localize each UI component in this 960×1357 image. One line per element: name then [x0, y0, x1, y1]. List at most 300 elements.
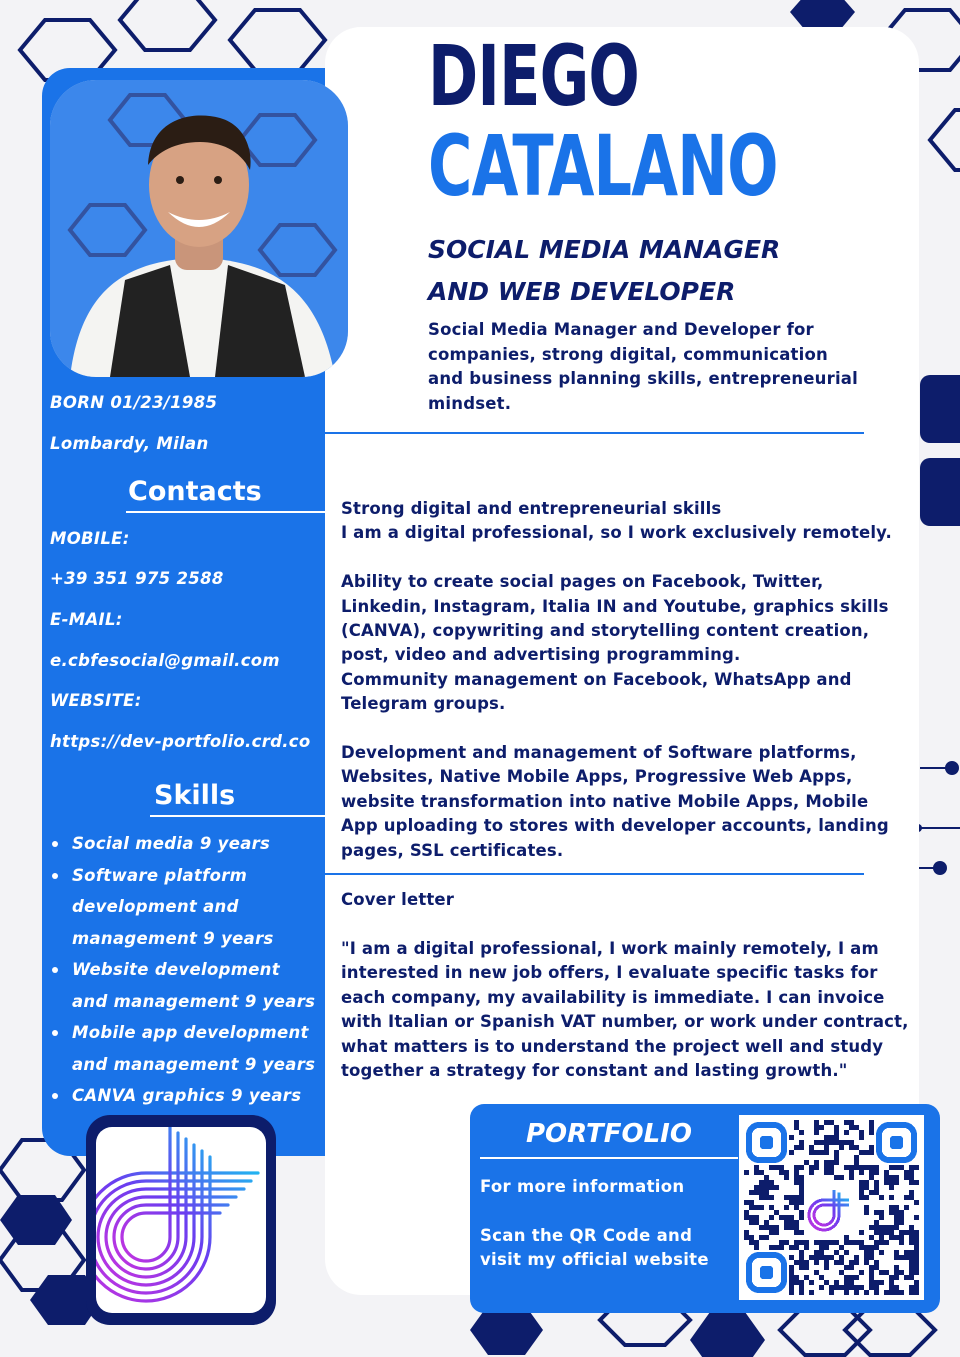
qr-module [869, 1150, 874, 1155]
qr-module [844, 1285, 849, 1290]
qr-module [914, 1180, 919, 1185]
qr-module [829, 1165, 834, 1170]
qr-module [824, 1150, 829, 1155]
qr-module [829, 1285, 834, 1290]
qr-module [894, 1225, 899, 1230]
qr-module [804, 1265, 809, 1270]
qr-module [769, 1215, 774, 1220]
qr-module [789, 1200, 794, 1205]
qr-module [844, 1250, 849, 1255]
qr-module [799, 1185, 804, 1190]
qr-code[interactable] [739, 1115, 924, 1300]
qr-module [809, 1170, 814, 1175]
qr-module [794, 1220, 799, 1225]
qr-module [854, 1160, 859, 1165]
skill-item: Website development and management 9 years [50, 954, 320, 1017]
qr-module [834, 1155, 839, 1160]
qr-module [869, 1170, 874, 1175]
qr-module [789, 1265, 794, 1270]
qr-module [864, 1250, 869, 1255]
qr-module [799, 1230, 804, 1235]
qr-module [784, 1175, 789, 1180]
qr-module [749, 1215, 754, 1220]
qr-module [814, 1140, 819, 1145]
qr-module [894, 1275, 899, 1280]
qr-module [854, 1145, 859, 1150]
mobile-number[interactable]: +39 351 975 2588 [50, 569, 224, 588]
qr-module [784, 1205, 789, 1210]
contacts-title: Contacts [128, 476, 262, 507]
qr-module [904, 1255, 909, 1260]
qr-module [834, 1150, 839, 1155]
qr-module [789, 1195, 794, 1200]
qr-module [889, 1180, 894, 1185]
qr-module [754, 1185, 759, 1190]
qr-module [824, 1160, 829, 1165]
qr-module [914, 1270, 919, 1275]
qr-module [824, 1140, 829, 1145]
qr-module [874, 1190, 879, 1195]
qr-module [854, 1255, 859, 1260]
qr-module [799, 1200, 804, 1205]
skill-item: Software platform development and management 9 years [50, 860, 320, 955]
qr-module [819, 1245, 824, 1250]
qr-module [749, 1205, 754, 1210]
qr-module [784, 1240, 789, 1245]
qr-module [779, 1165, 784, 1170]
qr-module [859, 1130, 864, 1135]
qr-module [899, 1210, 904, 1215]
qr-module [864, 1245, 869, 1250]
qr-module [839, 1140, 844, 1145]
qr-module [799, 1175, 804, 1180]
qr-module [909, 1165, 914, 1170]
qr-module [754, 1215, 759, 1220]
qr-module [914, 1245, 919, 1250]
qr-module [839, 1285, 844, 1290]
qr-module [789, 1290, 794, 1295]
qr-module [814, 1160, 819, 1165]
qr-module [774, 1210, 779, 1215]
portfolio-title: PORTFOLIO [526, 1119, 692, 1149]
qr-module [869, 1285, 874, 1290]
qr-module [829, 1290, 834, 1295]
qr-module [754, 1205, 759, 1210]
qr-module [909, 1265, 914, 1270]
qr-module [909, 1240, 914, 1245]
qr-module [889, 1230, 894, 1235]
qr-module [914, 1240, 919, 1245]
qr-module [799, 1215, 804, 1220]
qr-module [824, 1120, 829, 1125]
qr-module [759, 1185, 764, 1190]
qr-module [769, 1180, 774, 1185]
skills-divider [150, 815, 325, 817]
qr-module [799, 1195, 804, 1200]
qr-module [909, 1190, 914, 1195]
qr-module [914, 1280, 919, 1285]
qr-module [869, 1145, 874, 1150]
qr-module [834, 1280, 839, 1285]
qr-module [914, 1230, 919, 1235]
qr-module [744, 1170, 749, 1175]
qr-module [744, 1210, 749, 1215]
qr-module [909, 1260, 914, 1265]
qr-module [899, 1290, 904, 1295]
qr-module [849, 1170, 854, 1175]
qr-module [799, 1250, 804, 1255]
qr-module [849, 1265, 854, 1270]
qr-module [914, 1265, 919, 1270]
qr-module [754, 1245, 759, 1250]
qr-module [799, 1260, 804, 1265]
qr-module [839, 1260, 844, 1265]
qr-module [854, 1125, 859, 1130]
qr-module [854, 1155, 859, 1160]
qr-module [894, 1250, 899, 1255]
qr-module [899, 1215, 904, 1220]
qr-module [904, 1250, 909, 1255]
qr-module [859, 1230, 864, 1235]
qr-module [859, 1240, 864, 1245]
profile-photo [50, 80, 348, 377]
qr-module [819, 1255, 824, 1260]
qr-module [839, 1175, 844, 1180]
qr-module [849, 1120, 854, 1125]
qr-module [869, 1125, 874, 1130]
qr-module [874, 1185, 879, 1190]
qr-module [824, 1135, 829, 1140]
qr-module [789, 1270, 794, 1275]
qr-module [894, 1285, 899, 1290]
qr-module [809, 1280, 814, 1285]
qr-module [824, 1265, 829, 1270]
email-label: E-MAIL: [50, 610, 123, 629]
qr-module [844, 1130, 849, 1135]
email-link[interactable]: e.cbfesocial@gmail.com [50, 651, 280, 670]
experience-paragraph: Strong digital and entrepreneurial skills I am a digital professional, so I work exclusively remotely. Ability to create social pages on Facebook, Twitter, Linkedin, Instagram, Italia IN and Youtube, graphics skills (CANVA), copywriting and storytelling content creation, post, video and advertising programming. Community management on Facebook, WhatsApp and Telegram groups. Development and management of Software platforms, Websites, Native Mobile Apps, Progressive Web Apps, website transformation into native Mobile Apps, Mobile App uploading to stores with developer accounts, landing pages, SSL certificates. [341, 499, 892, 860]
qr-module [764, 1185, 769, 1190]
qr-module [854, 1240, 859, 1245]
qr-module [909, 1290, 914, 1295]
qr-module [874, 1280, 879, 1285]
qr-module [869, 1165, 874, 1170]
qr-module [864, 1205, 869, 1210]
website-label: WEBSITE: [50, 691, 142, 710]
qr-module [794, 1260, 799, 1265]
qr-module [909, 1270, 914, 1275]
qr-module [784, 1220, 789, 1225]
qr-module [759, 1195, 764, 1200]
qr-module [819, 1250, 824, 1255]
qr-module [844, 1290, 849, 1295]
qr-module [799, 1210, 804, 1215]
qr-module [774, 1165, 779, 1170]
qr-module [784, 1225, 789, 1230]
qr-module [809, 1150, 814, 1155]
qr-module [874, 1230, 879, 1235]
qr-module [834, 1160, 839, 1165]
qr-module [784, 1195, 789, 1200]
qr-module [854, 1260, 859, 1265]
qr-module [889, 1195, 894, 1200]
qr-module [804, 1275, 809, 1280]
qr-module [864, 1150, 869, 1155]
qr-module [794, 1165, 799, 1170]
qr-module [799, 1190, 804, 1195]
qr-module [799, 1285, 804, 1290]
qr-module [879, 1230, 884, 1235]
qr-module [889, 1175, 894, 1180]
qr-module [899, 1240, 904, 1245]
qr-module [834, 1260, 839, 1265]
qr-module [894, 1180, 899, 1185]
qr-module [799, 1265, 804, 1270]
qr-module [839, 1245, 844, 1250]
qr-module [884, 1240, 889, 1245]
qr-module [909, 1250, 914, 1255]
qr-module [779, 1215, 784, 1220]
qr-module [754, 1220, 759, 1225]
qr-module [784, 1215, 789, 1220]
qr-module [899, 1270, 904, 1275]
qr-module [814, 1240, 819, 1245]
qr-module [834, 1125, 839, 1130]
qr-module [859, 1245, 864, 1250]
skill-item: CANVA graphics 9 years [50, 1080, 320, 1112]
section-divider [325, 873, 864, 875]
profile-summary: Social Media Manager and Developer for companies, strong digital, communication and business planning skills, entrepreneurial mindset. [428, 320, 858, 413]
qr-module [844, 1275, 849, 1280]
qr-module [899, 1165, 904, 1170]
qr-module [814, 1250, 819, 1255]
qr-module [774, 1185, 779, 1190]
qr-module [754, 1190, 759, 1195]
qr-module [859, 1190, 864, 1195]
qr-module [779, 1170, 784, 1175]
qr-module [764, 1235, 769, 1240]
qr-module [844, 1165, 849, 1170]
qr-module [904, 1170, 909, 1175]
qr-module [849, 1145, 854, 1150]
qr-module [849, 1260, 854, 1265]
qr-module [904, 1195, 909, 1200]
qr-module [879, 1195, 884, 1200]
qr-module [769, 1205, 774, 1210]
qr-module [909, 1195, 914, 1200]
qr-code-icon [739, 1115, 924, 1300]
qr-module [894, 1255, 899, 1260]
qr-module [864, 1255, 869, 1260]
qr-module [879, 1235, 884, 1240]
qr-module [879, 1250, 884, 1255]
qr-module [814, 1150, 819, 1155]
qr-module [819, 1140, 824, 1145]
qr-module [909, 1230, 914, 1235]
skill-item: Social media 9 years [50, 828, 320, 860]
qr-module [869, 1270, 874, 1275]
qr-module [914, 1290, 919, 1295]
qr-module [789, 1245, 794, 1250]
portfolio-info: For more information [480, 1177, 685, 1196]
qr-module [894, 1165, 899, 1170]
qr-module [799, 1165, 804, 1170]
qr-module [804, 1260, 809, 1265]
qr-module [834, 1130, 839, 1135]
qr-module [814, 1165, 819, 1170]
qr-module [894, 1215, 899, 1220]
qr-module [829, 1255, 834, 1260]
qr-module [874, 1210, 879, 1215]
qr-module [774, 1230, 779, 1235]
qr-module [859, 1195, 864, 1200]
qr-module [869, 1245, 874, 1250]
qr-module [869, 1175, 874, 1180]
qr-module [844, 1240, 849, 1245]
qr-module [889, 1280, 894, 1285]
brand-logo [86, 1115, 276, 1325]
qr-module [784, 1170, 789, 1175]
qr-module [909, 1170, 914, 1175]
qr-module [869, 1275, 874, 1280]
qr-module [759, 1205, 764, 1210]
qr-module [804, 1245, 809, 1250]
qr-module [824, 1255, 829, 1260]
first-name: DIEGO [428, 27, 639, 125]
qr-module [889, 1285, 894, 1290]
qr-module [834, 1240, 839, 1245]
qr-module [844, 1120, 849, 1125]
qr-module [899, 1220, 904, 1225]
qr-module [869, 1190, 874, 1195]
website-link[interactable]: https://dev-portfolio.crd.co [50, 732, 311, 751]
qr-module [874, 1245, 879, 1250]
qr-module [874, 1240, 879, 1245]
qr-module [874, 1290, 879, 1295]
qr-module [799, 1255, 804, 1260]
qr-module [834, 1250, 839, 1255]
qr-module [884, 1270, 889, 1275]
qr-module [849, 1275, 854, 1280]
qr-module [849, 1240, 854, 1245]
qr-module [804, 1240, 809, 1245]
qr-module [769, 1245, 774, 1250]
qr-module [894, 1210, 899, 1215]
qr-module [829, 1135, 834, 1140]
qr-module [859, 1180, 864, 1185]
qr-module [819, 1285, 824, 1290]
qr-module [844, 1265, 849, 1270]
qr-module [874, 1170, 879, 1175]
portfolio-instructions: Scan the QR Code and visit my official website [480, 1226, 709, 1270]
qr-module [804, 1160, 809, 1165]
qr-module [864, 1260, 869, 1265]
qr-module [839, 1145, 844, 1150]
qr-module [874, 1165, 879, 1170]
qr-module [884, 1290, 889, 1295]
mobile-label: MOBILE: [50, 529, 130, 548]
cover-letter-text: "I am a digital professional, I work mainly remotely, I am interested in new job offers, I evaluate specific tasks for each company, my availability is immediate. I can invoice with Italian or Spanish VAT number, or work under contract, what matters is to understand the project well and study together a strategy for constant and lasting growth." [341, 939, 909, 1081]
qr-module [749, 1235, 754, 1240]
qr-module [844, 1235, 849, 1240]
qr-module [879, 1215, 884, 1220]
qr-module [764, 1180, 769, 1185]
qr-module [794, 1180, 799, 1185]
qr-module [854, 1285, 859, 1290]
qr-module [789, 1220, 794, 1225]
qr-module [829, 1120, 834, 1125]
qr-module [794, 1225, 799, 1230]
qr-module [899, 1235, 904, 1240]
qr-module [789, 1255, 794, 1260]
qr-module [874, 1180, 879, 1185]
qr-module [839, 1255, 844, 1260]
qr-module [759, 1190, 764, 1195]
qr-module [879, 1270, 884, 1275]
qr-module [759, 1225, 764, 1230]
skill-item: Mobile app development and management 9 years [50, 1017, 320, 1080]
qr-module [869, 1250, 874, 1255]
qr-module [809, 1290, 814, 1295]
qr-module [874, 1225, 879, 1230]
qr-module [904, 1205, 909, 1210]
qr-module [814, 1120, 819, 1125]
qr-module [829, 1140, 834, 1145]
qr-module [879, 1280, 884, 1285]
qr-module [814, 1260, 819, 1265]
qr-module [909, 1255, 914, 1260]
qr-module [884, 1225, 889, 1230]
qr-module [889, 1185, 894, 1190]
role-line-1: SOCIAL MEDIA MANAGER [428, 235, 781, 264]
qr-module [909, 1235, 914, 1240]
qr-module [879, 1240, 884, 1245]
skills-list [50, 828, 320, 1112]
qr-module [839, 1270, 844, 1275]
qr-module [894, 1290, 899, 1295]
qr-module [779, 1240, 784, 1245]
qr-module [849, 1165, 854, 1170]
qr-module [799, 1145, 804, 1150]
qr-module [874, 1260, 879, 1265]
qr-module [759, 1170, 764, 1175]
section-divider [325, 432, 864, 434]
qr-module [869, 1120, 874, 1125]
qr-module [789, 1215, 794, 1220]
qr-module [824, 1240, 829, 1245]
qr-module [894, 1270, 899, 1275]
qr-module [894, 1265, 899, 1270]
qr-module [809, 1165, 814, 1170]
qr-module [914, 1260, 919, 1265]
qr-module [854, 1165, 859, 1170]
qr-module [819, 1240, 824, 1245]
qr-module [869, 1265, 874, 1270]
qr-module [894, 1235, 899, 1240]
qr-module [854, 1290, 859, 1295]
qr-module [909, 1275, 914, 1280]
qr-module [754, 1170, 759, 1175]
qr-module [854, 1275, 859, 1280]
qr-module [869, 1130, 874, 1135]
skills-title: Skills [154, 780, 236, 811]
birth-date: BORN 01/23/1985 [50, 393, 218, 412]
qr-module [764, 1190, 769, 1195]
qr-module [824, 1165, 829, 1170]
qr-module [834, 1140, 839, 1145]
qr-module [814, 1270, 819, 1275]
qr-module [749, 1240, 754, 1245]
